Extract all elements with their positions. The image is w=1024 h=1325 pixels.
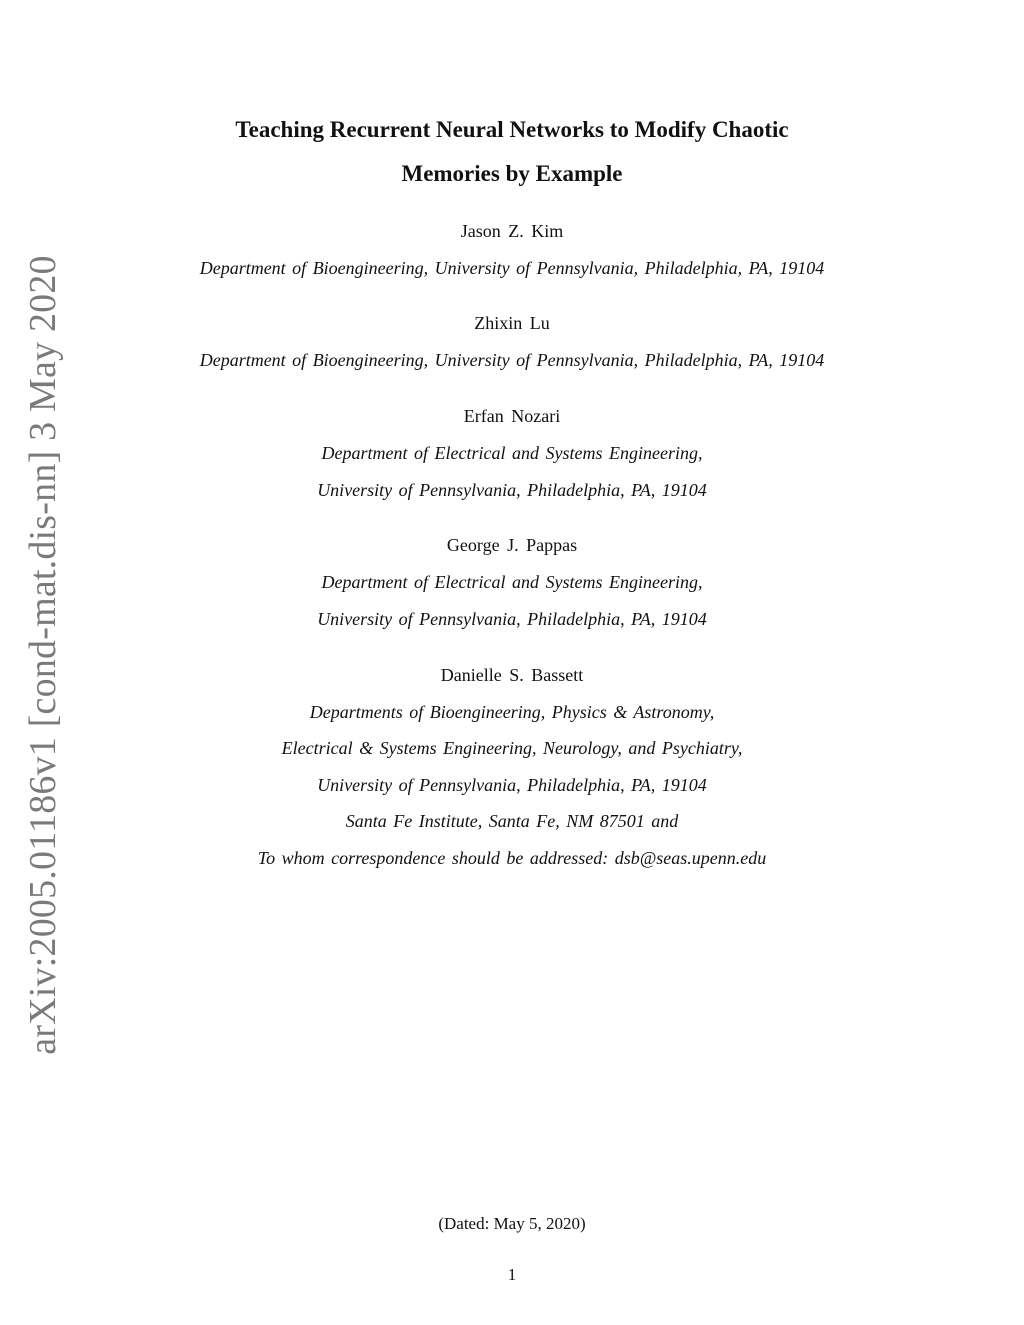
- author-name-5: Danielle S. Bassett: [440, 665, 584, 685]
- author-affiliation-5-line-4: Santa Fe Institute, Santa Fe, NM 87501 and: [345, 811, 679, 831]
- correspondence-note: To whom correspondence should be addressed: dsb@seas.upenn.edu: [257, 848, 767, 868]
- paper-title: [0, 108, 1024, 196]
- author-affiliation-3-line-1: Department of Electrical and Systems Engineering,: [321, 443, 703, 463]
- author-affiliation-5-line-1: Departments of Bioengineering, Physics & Astronomy,: [309, 702, 715, 722]
- author-affiliation-5-line-3: University of Pennsylvania, Philadelphia, PA, 19104: [317, 775, 707, 795]
- arxiv-identifier-stamp: arXiv:2005.01186v1 [cond-mat.dis-nn] 3 May 2020: [22, 255, 64, 1055]
- author-name-1: Jason Z. Kim: [460, 221, 564, 241]
- author-affiliation-2: Department of Bioengineering, University of Pennsylvania, Philadelphia, PA, 19104: [199, 350, 825, 370]
- author-name-3: Erfan Nozari: [463, 406, 561, 426]
- author-affiliation-5-line-2: Electrical & Systems Engineering, Neurology, and Psychiatry,: [281, 738, 743, 758]
- author-name-4: George J. Pappas: [446, 535, 578, 555]
- author-name-2: Zhixin Lu: [474, 313, 550, 333]
- dated-line: (Dated: May 5, 2020): [438, 1214, 586, 1233]
- author-affiliation-4-line-2: University of Pennsylvania, Philadelphia, PA, 19104: [317, 609, 707, 629]
- title-line-2: Memories by Example: [401, 161, 623, 186]
- author-affiliation-4-line-1: Department of Electrical and Systems Engineering,: [321, 572, 703, 592]
- author-affiliation-3-line-2: University of Pennsylvania, Philadelphia, PA, 19104: [317, 480, 707, 500]
- page-number: 1: [507, 1265, 517, 1284]
- author-affiliation-1: Department of Bioengineering, University of Pennsylvania, Philadelphia, PA, 19104: [199, 258, 825, 278]
- title-line-1: Teaching Recurrent Neural Networks to Modify Chaotic: [235, 117, 789, 142]
